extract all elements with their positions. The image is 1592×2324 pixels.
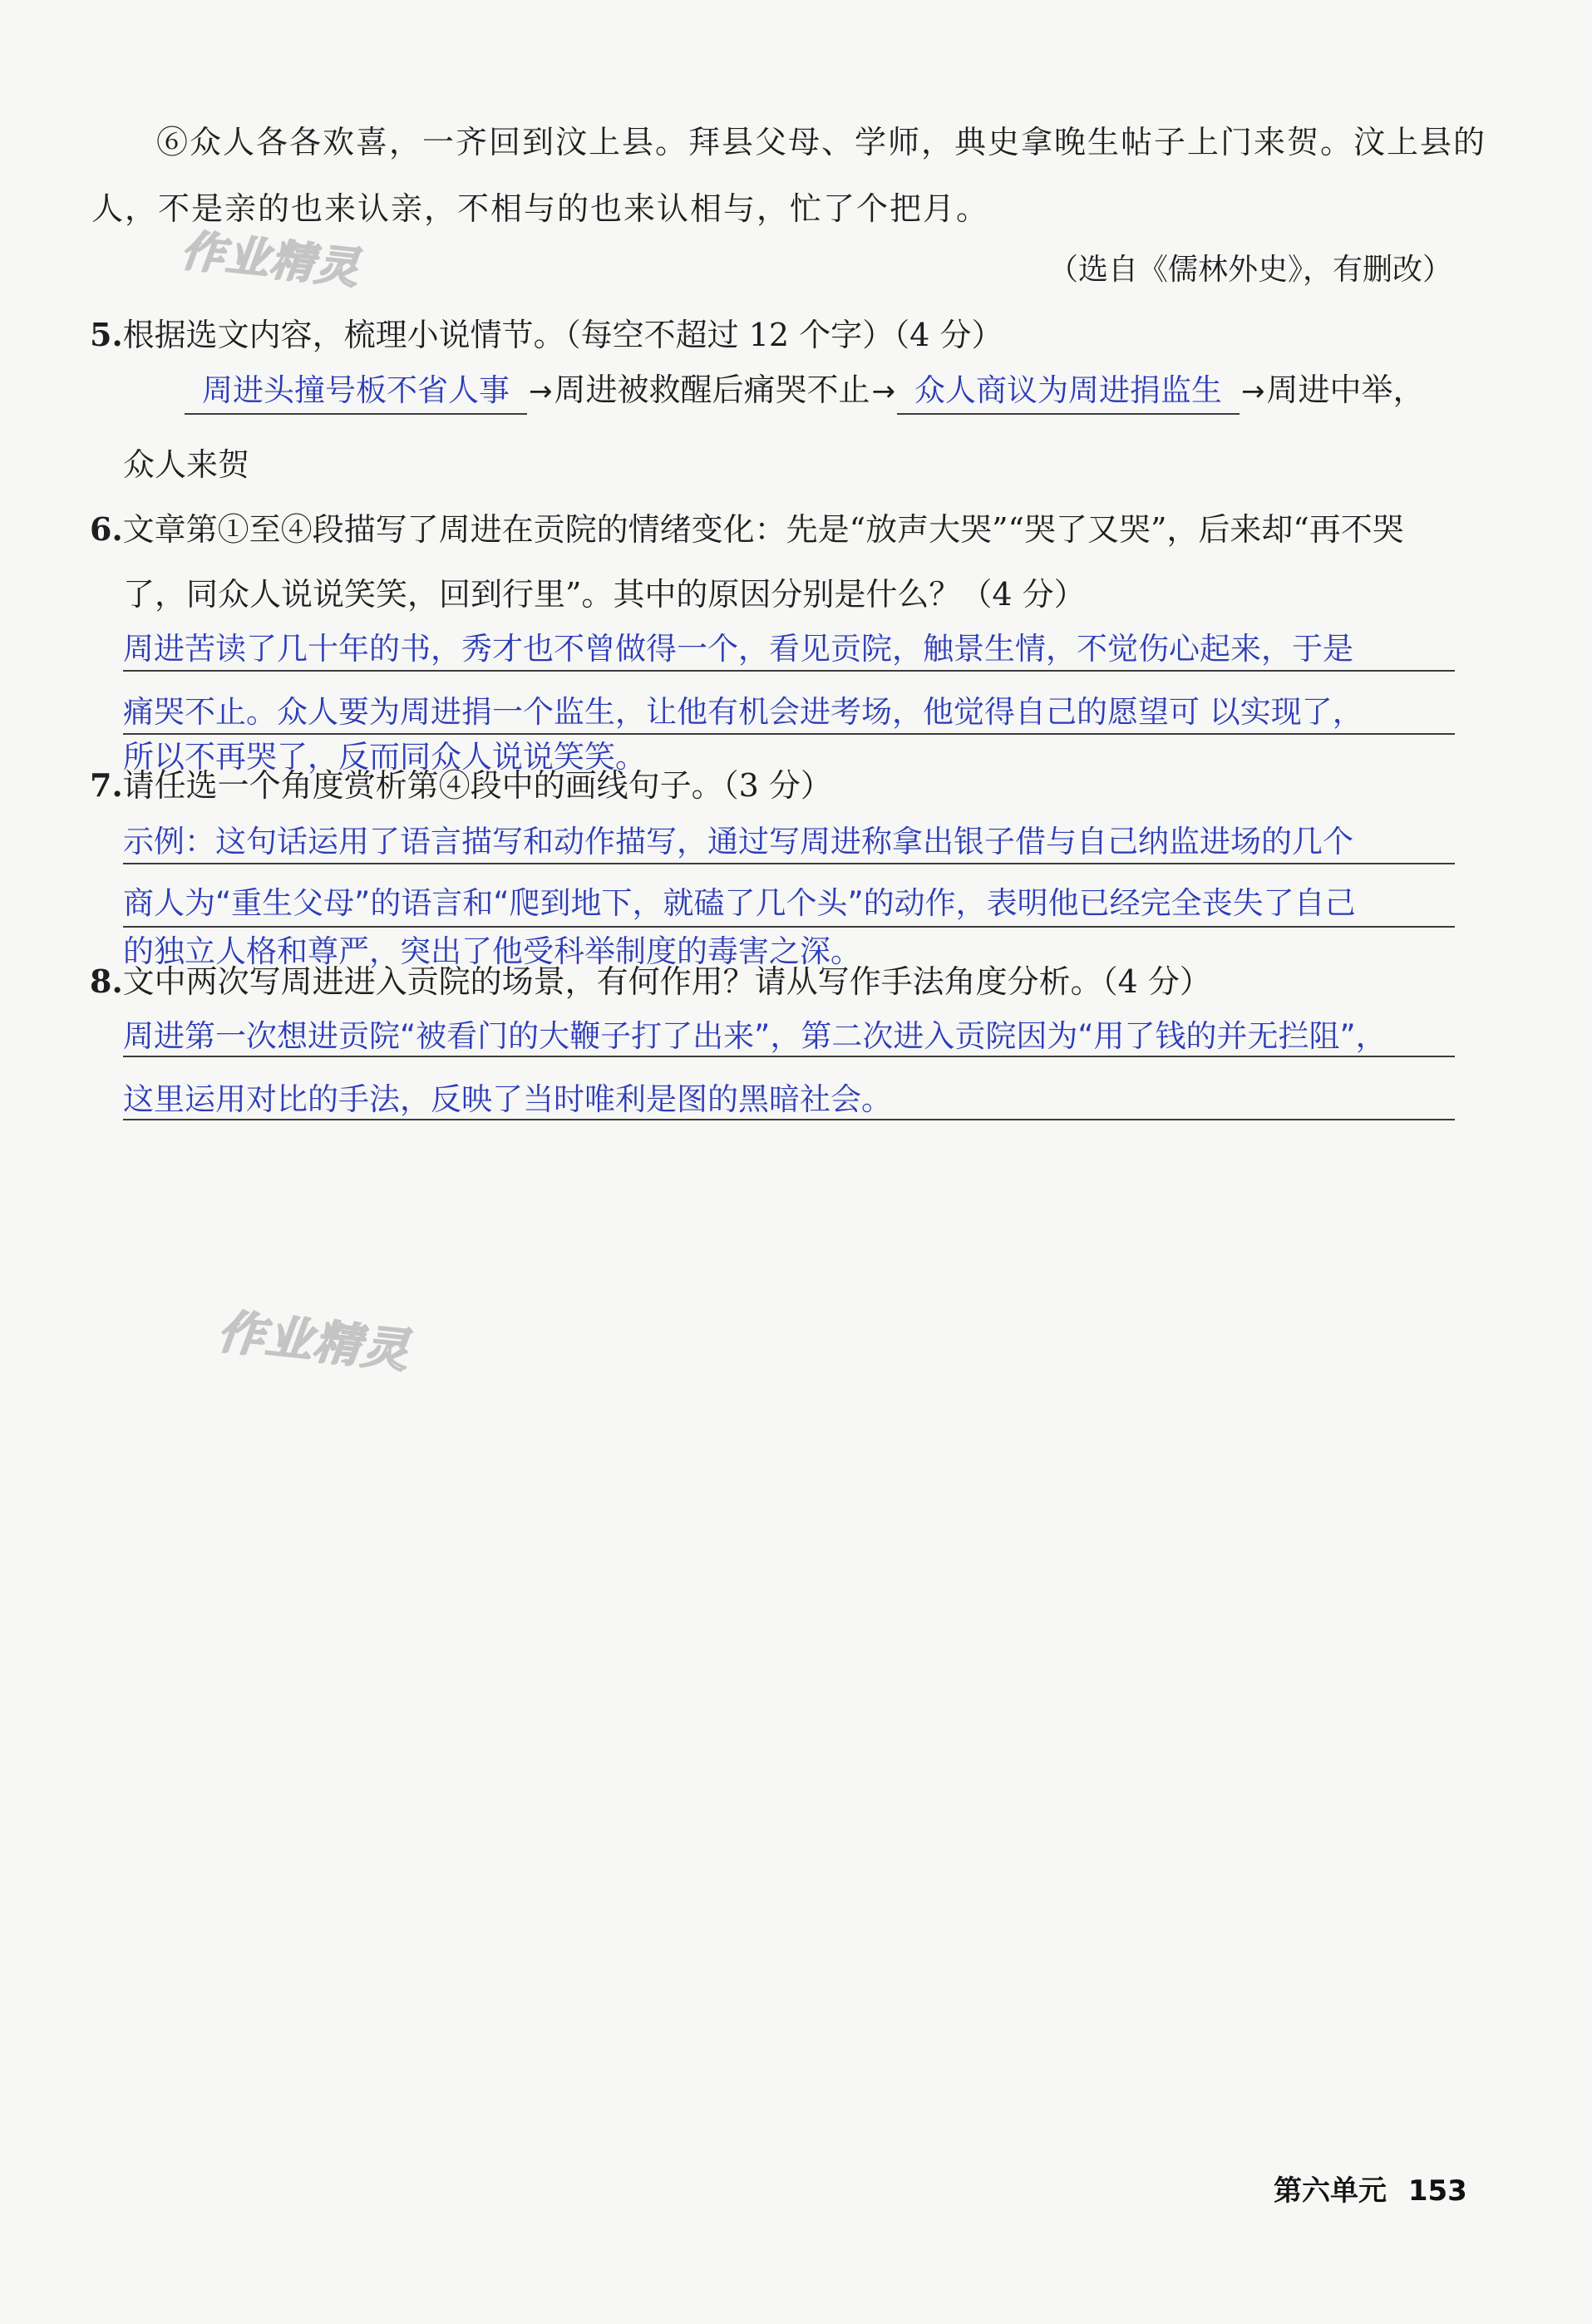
question-5 (90, 309, 1003, 355)
question-7-text: 请任选一个角度赏析第④段中的画线句子。（3 分） (122, 767, 832, 804)
question-8 (90, 956, 1211, 1002)
answer-rule (123, 670, 1455, 672)
question-5-flow (185, 364, 1425, 415)
unit-label: 第六单元 (1274, 2174, 1387, 2208)
question-6-line-2: 了，同众人说说笑笑，回到行里”。其中的原因分别是什么？（4 分） (123, 576, 1086, 613)
watermark-middle: 作业精灵 (214, 1305, 413, 1379)
passage-line-1: ⑥众人各各欢喜，一齐回到汶上县。拜县父母、学师，典史拿晚生帖子上门来贺。汶上县的 (156, 124, 1487, 160)
question-7-number: 7. (90, 766, 123, 804)
q8-answer-line-1: 周进第一次想进贡院“被看门的大鞭子打了出来”，第二次进入贡院因为“用了钱的并无拦阻”， (123, 1018, 1387, 1054)
q7-answer-line-2: 商人为“重生父母”的语言和“爬到地下，就磕了几个头”的动作，表明他已经完全丧失了自己 (123, 885, 1356, 921)
question-8-number: 8. (90, 963, 123, 1000)
q6-answer-line-3: 所以不再哭了，反而同众人说说笑笑。 (123, 739, 646, 775)
page-footer (1274, 2168, 1467, 2208)
question-6-text-1: 文章第①至④段描写了周进在贡院的情绪变化：先是“放声大哭”“哭了又哭”，后来却“再不哭 (122, 511, 1404, 548)
q7-answer-line-1: 示例：这句话运用了语言描写和动作描写，通过写周进称拿出银子借与自己纳监进场的几个 (123, 824, 1353, 859)
q6-answer-line-1: 周进苦读了几十年的书，秀才也不曾做得一个，看见贡院，触景生情，不觉伤心起来，于是 (123, 631, 1353, 667)
answer-rule (123, 863, 1455, 864)
q5-answer-blank-3: 众人商议为周进捐监生 (897, 365, 1240, 415)
arrow-icon: → (529, 375, 553, 408)
question-5-number: 5. (90, 316, 123, 353)
q5-step-4-continued: 众人来贺 (123, 446, 250, 483)
q7-answer-line-3: 的独立人格和尊严，突出了他受科举制度的毒害之深。 (123, 933, 861, 969)
question-5-text: 根据选文内容，梳理小说情节。（每空不超过 12 个字）（4 分） (122, 317, 1003, 353)
page-number: 153 (1407, 2174, 1467, 2208)
q6-answer-line-2: 痛哭不止。众人要为周进捐一个监生，让他有机会进考场，他觉得自己的愿望可 以实现了， (123, 694, 1363, 730)
arrow-icon: → (871, 375, 896, 408)
q5-step-2: 周进被救醒后痛哭不止 (554, 372, 870, 408)
watermark-top: 作业精灵 (178, 225, 362, 295)
passage-line-2: 人，不是亲的也来认亲，不相与的也来认相与，忙了个把月。 (91, 190, 990, 227)
question-7 (90, 760, 832, 805)
question-6-number: 6. (90, 510, 123, 548)
q8-answer-line-2: 这里运用对比的手法，反映了当时唯利是图的黑暗社会。 (123, 1081, 892, 1117)
arrow-icon: → (1241, 375, 1265, 408)
passage-source: （选自《儒林外史》，有删改） (1047, 253, 1452, 287)
answer-rule (123, 1056, 1455, 1057)
q5-step-4: 周进中举， (1266, 372, 1425, 408)
question-6-line-1 (90, 504, 1404, 549)
answer-rule (123, 1119, 1455, 1120)
q5-answer-blank-1: 周进头撞号板不省人事 (185, 365, 527, 415)
question-8-text: 文中两次写周进进入贡院的场景，有何作用？请从写作手法角度分析。（4 分） (122, 963, 1211, 1000)
